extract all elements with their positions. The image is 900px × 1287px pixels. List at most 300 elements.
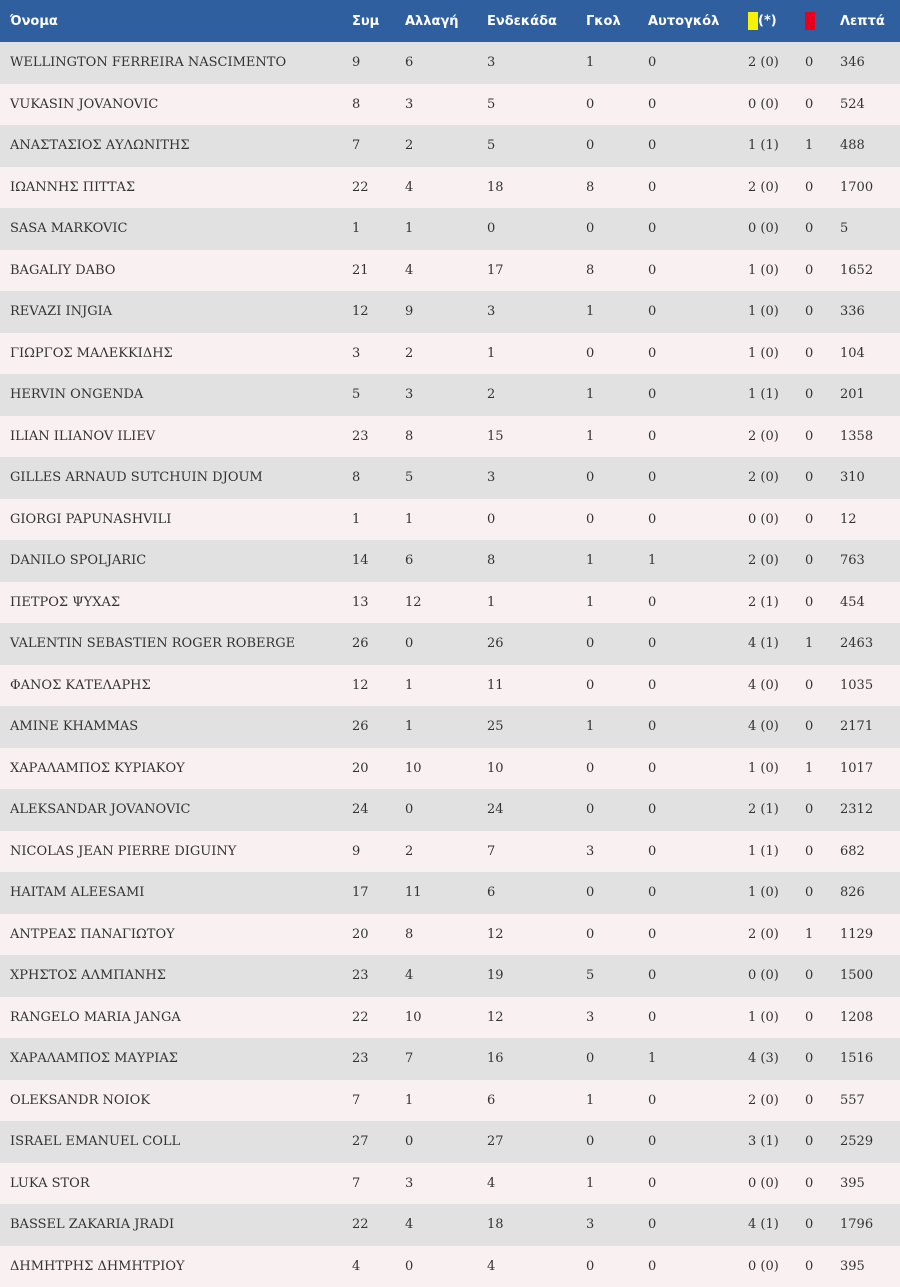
goals-cell: 0 bbox=[576, 84, 638, 126]
own-goals-cell: 0 bbox=[638, 955, 738, 997]
table-row[interactable] bbox=[0, 208, 900, 250]
goals-cell: 0 bbox=[576, 125, 638, 167]
table-row[interactable] bbox=[0, 1038, 900, 1080]
player-name-cell: AMINE KHAMMAS bbox=[0, 706, 342, 748]
substitutions-cell: 3 bbox=[395, 374, 477, 416]
starts-cell: 12 bbox=[477, 914, 576, 956]
own-goals-cell: 0 bbox=[638, 416, 738, 458]
goals-cell: 0 bbox=[576, 1246, 638, 1287]
goals-cell: 3 bbox=[576, 997, 638, 1039]
appearances-cell: 7 bbox=[342, 1080, 395, 1122]
column-header-subs[interactable]: Αλλαγή bbox=[395, 0, 477, 42]
substitutions-cell: 1 bbox=[395, 1080, 477, 1122]
yellow-cards-cell: 4 (0) bbox=[738, 665, 795, 707]
red-cards-cell: 1 bbox=[795, 914, 830, 956]
starts-cell: 3 bbox=[477, 42, 576, 84]
player-name-cell: WELLINGTON FERREIRA NASCIMENTO bbox=[0, 42, 342, 84]
appearances-cell: 1 bbox=[342, 208, 395, 250]
column-header-minutes[interactable]: Λεπτά bbox=[830, 0, 900, 42]
starts-cell: 27 bbox=[477, 1121, 576, 1163]
yellow-cards-cell: 3 (1) bbox=[738, 1121, 795, 1163]
minutes-cell: 826 bbox=[830, 872, 900, 914]
minutes-cell: 682 bbox=[830, 831, 900, 873]
own-goals-cell: 0 bbox=[638, 1121, 738, 1163]
own-goals-cell: 0 bbox=[638, 1204, 738, 1246]
starts-cell: 4 bbox=[477, 1163, 576, 1205]
table-row[interactable] bbox=[0, 1080, 900, 1122]
own-goals-cell: 0 bbox=[638, 333, 738, 375]
appearances-cell: 9 bbox=[342, 42, 395, 84]
yellow-cards-cell: 2 (1) bbox=[738, 582, 795, 624]
own-goals-cell: 0 bbox=[638, 499, 738, 541]
yellow-cards-cell: 2 (0) bbox=[738, 416, 795, 458]
substitutions-cell: 5 bbox=[395, 457, 477, 499]
yellow-cards-cell: 1 (0) bbox=[738, 333, 795, 375]
red-cards-cell: 0 bbox=[795, 374, 830, 416]
red-cards-cell: 0 bbox=[795, 540, 830, 582]
substitutions-cell: 0 bbox=[395, 789, 477, 831]
minutes-cell: 1358 bbox=[830, 416, 900, 458]
starts-cell: 26 bbox=[477, 623, 576, 665]
red-cards-cell: 0 bbox=[795, 1121, 830, 1163]
goals-cell: 1 bbox=[576, 291, 638, 333]
goals-cell: 8 bbox=[576, 167, 638, 209]
column-header-starts[interactable]: Ενδεκάδα bbox=[477, 0, 576, 42]
minutes-cell: 557 bbox=[830, 1080, 900, 1122]
player-name-cell: REVAZI INJGIA bbox=[0, 291, 342, 333]
goals-cell: 0 bbox=[576, 1038, 638, 1080]
player-name-cell: ΧΡΗΣΤΟΣ ΑΛΜΠΑΝΗΣ bbox=[0, 955, 342, 997]
yellow-cards-cell: 1 (0) bbox=[738, 250, 795, 292]
yellow-cards-cell: 2 (1) bbox=[738, 789, 795, 831]
minutes-cell: 1796 bbox=[830, 1204, 900, 1246]
player-name-cell: BAGALIY DABO bbox=[0, 250, 342, 292]
yellow-cards-cell: 0 (0) bbox=[738, 84, 795, 126]
player-name-cell: DANILO SPOLJARIC bbox=[0, 540, 342, 582]
own-goals-cell: 0 bbox=[638, 84, 738, 126]
substitutions-cell: 2 bbox=[395, 333, 477, 375]
goals-cell: 1 bbox=[576, 582, 638, 624]
yellow-cards-cell: 1 (0) bbox=[738, 748, 795, 790]
player-name-cell: ΙΩΑΝΝΗΣ ΠΙΤΤΑΣ bbox=[0, 167, 342, 209]
own-goals-cell: 0 bbox=[638, 1080, 738, 1122]
table-row[interactable] bbox=[0, 789, 900, 831]
substitutions-cell: 0 bbox=[395, 1246, 477, 1287]
appearances-cell: 23 bbox=[342, 416, 395, 458]
yellow-cards-cell: 1 (1) bbox=[738, 831, 795, 873]
red-card-icon bbox=[805, 12, 815, 30]
appearances-cell: 27 bbox=[342, 1121, 395, 1163]
substitutions-cell: 4 bbox=[395, 250, 477, 292]
starts-cell: 0 bbox=[477, 208, 576, 250]
red-cards-cell: 0 bbox=[795, 1163, 830, 1205]
appearances-cell: 20 bbox=[342, 914, 395, 956]
own-goals-cell: 0 bbox=[638, 208, 738, 250]
starts-cell: 8 bbox=[477, 540, 576, 582]
own-goals-cell: 1 bbox=[638, 1038, 738, 1080]
appearances-cell: 4 bbox=[342, 1246, 395, 1287]
starts-cell: 18 bbox=[477, 1204, 576, 1246]
red-cards-cell: 1 bbox=[795, 125, 830, 167]
minutes-cell: 1516 bbox=[830, 1038, 900, 1080]
starts-cell: 7 bbox=[477, 831, 576, 873]
goals-cell: 1 bbox=[576, 1163, 638, 1205]
player-name-cell: OLEKSANDR NOIOK bbox=[0, 1080, 342, 1122]
minutes-cell: 310 bbox=[830, 457, 900, 499]
substitutions-cell: 1 bbox=[395, 499, 477, 541]
table-row[interactable] bbox=[0, 1204, 900, 1246]
red-cards-cell: 0 bbox=[795, 997, 830, 1039]
appearances-cell: 22 bbox=[342, 997, 395, 1039]
table-row[interactable] bbox=[0, 955, 900, 997]
yellow-card-header-suffix: (*) bbox=[758, 14, 777, 29]
yellow-cards-cell: 4 (0) bbox=[738, 706, 795, 748]
appearances-cell: 26 bbox=[342, 623, 395, 665]
player-name-cell: ISRAEL EMANUEL COLL bbox=[0, 1121, 342, 1163]
own-goals-cell: 0 bbox=[638, 789, 738, 831]
goals-cell: 0 bbox=[576, 665, 638, 707]
table-row[interactable] bbox=[0, 1246, 900, 1287]
appearances-cell: 23 bbox=[342, 955, 395, 997]
table-row[interactable] bbox=[0, 1163, 900, 1205]
yellow-cards-cell: 1 (0) bbox=[738, 997, 795, 1039]
player-name-cell: ΠΕΤΡΟΣ ΨΥΧΑΣ bbox=[0, 582, 342, 624]
minutes-cell: 454 bbox=[830, 582, 900, 624]
substitutions-cell: 0 bbox=[395, 623, 477, 665]
table-row[interactable] bbox=[0, 84, 900, 126]
minutes-cell: 1017 bbox=[830, 748, 900, 790]
table-row[interactable] bbox=[0, 748, 900, 790]
minutes-cell: 488 bbox=[830, 125, 900, 167]
appearances-cell: 14 bbox=[342, 540, 395, 582]
player-name-cell: ΦΑΝΟΣ ΚΑΤΕΛΑΡΗΣ bbox=[0, 665, 342, 707]
own-goals-cell: 0 bbox=[638, 291, 738, 333]
starts-cell: 16 bbox=[477, 1038, 576, 1080]
appearances-cell: 12 bbox=[342, 291, 395, 333]
table-row[interactable] bbox=[0, 42, 900, 84]
substitutions-cell: 0 bbox=[395, 1121, 477, 1163]
table-row[interactable] bbox=[0, 416, 900, 458]
table-body bbox=[0, 42, 900, 1287]
column-header-name[interactable]: Όνομα bbox=[0, 0, 342, 42]
table-row[interactable] bbox=[0, 623, 900, 665]
player-name-cell: ΧΑΡΑΛΑΜΠΟΣ ΚΥΡΙΑΚΟΥ bbox=[0, 748, 342, 790]
table-row[interactable] bbox=[0, 167, 900, 209]
red-cards-cell: 0 bbox=[795, 333, 830, 375]
red-cards-cell: 0 bbox=[795, 499, 830, 541]
substitutions-cell: 8 bbox=[395, 416, 477, 458]
minutes-cell: 395 bbox=[830, 1163, 900, 1205]
yellow-cards-cell: 2 (0) bbox=[738, 42, 795, 84]
yellow-cards-cell: 4 (3) bbox=[738, 1038, 795, 1080]
own-goals-cell: 0 bbox=[638, 665, 738, 707]
appearances-cell: 7 bbox=[342, 125, 395, 167]
table-row[interactable] bbox=[0, 831, 900, 873]
goals-cell: 1 bbox=[576, 540, 638, 582]
starts-cell: 6 bbox=[477, 1080, 576, 1122]
starts-cell: 17 bbox=[477, 250, 576, 292]
red-cards-cell: 0 bbox=[795, 831, 830, 873]
player-name-cell: BASSEL ZAKARIA JRADI bbox=[0, 1204, 342, 1246]
player-name-cell: ΧΑΡΑΛΑΜΠΟΣ ΜΑΥΡΙΑΣ bbox=[0, 1038, 342, 1080]
goals-cell: 3 bbox=[576, 831, 638, 873]
player-name-cell: HERVIN ONGENDA bbox=[0, 374, 342, 416]
red-cards-cell: 0 bbox=[795, 167, 830, 209]
column-header-yellow-cards[interactable] bbox=[738, 0, 795, 42]
starts-cell: 15 bbox=[477, 416, 576, 458]
column-header-goals[interactable]: Γκολ bbox=[576, 0, 638, 42]
table-header bbox=[0, 0, 900, 42]
table-row[interactable] bbox=[0, 457, 900, 499]
goals-cell: 5 bbox=[576, 955, 638, 997]
goals-cell: 0 bbox=[576, 499, 638, 541]
player-name-cell: ΔΗΜΗΤΡΗΣ ΔΗΜΗΤΡΙΟΥ bbox=[0, 1246, 342, 1287]
header-row bbox=[0, 0, 900, 42]
goals-cell: 1 bbox=[576, 42, 638, 84]
red-cards-cell: 0 bbox=[795, 1246, 830, 1287]
starts-cell: 0 bbox=[477, 499, 576, 541]
minutes-cell: 524 bbox=[830, 84, 900, 126]
red-cards-cell: 0 bbox=[795, 250, 830, 292]
minutes-cell: 1208 bbox=[830, 997, 900, 1039]
goals-cell: 0 bbox=[576, 623, 638, 665]
own-goals-cell: 0 bbox=[638, 42, 738, 84]
own-goals-cell: 0 bbox=[638, 831, 738, 873]
table-row[interactable] bbox=[0, 872, 900, 914]
table-row[interactable] bbox=[0, 499, 900, 541]
goals-cell: 1 bbox=[576, 1080, 638, 1122]
own-goals-cell: 0 bbox=[638, 457, 738, 499]
table-row[interactable] bbox=[0, 582, 900, 624]
goals-cell: 1 bbox=[576, 416, 638, 458]
goals-cell: 0 bbox=[576, 872, 638, 914]
table-row[interactable] bbox=[0, 706, 900, 748]
red-cards-cell: 0 bbox=[795, 1080, 830, 1122]
appearances-cell: 20 bbox=[342, 748, 395, 790]
player-name-cell: VUKASIN JOVANOVIC bbox=[0, 84, 342, 126]
goals-cell: 0 bbox=[576, 457, 638, 499]
own-goals-cell: 0 bbox=[638, 914, 738, 956]
appearances-cell: 7 bbox=[342, 1163, 395, 1205]
own-goals-cell: 0 bbox=[638, 250, 738, 292]
minutes-cell: 104 bbox=[830, 333, 900, 375]
goals-cell: 0 bbox=[576, 208, 638, 250]
goals-cell: 0 bbox=[576, 914, 638, 956]
yellow-cards-cell: 0 (0) bbox=[738, 955, 795, 997]
red-cards-cell: 1 bbox=[795, 623, 830, 665]
yellow-cards-cell: 2 (0) bbox=[738, 457, 795, 499]
substitutions-cell: 7 bbox=[395, 1038, 477, 1080]
player-name-cell: LUKA STOR bbox=[0, 1163, 342, 1205]
minutes-cell: 201 bbox=[830, 374, 900, 416]
appearances-cell: 9 bbox=[342, 831, 395, 873]
own-goals-cell: 0 bbox=[638, 997, 738, 1039]
goals-cell: 0 bbox=[576, 748, 638, 790]
column-header-apps[interactable]: Συμ bbox=[342, 0, 395, 42]
appearances-cell: 3 bbox=[342, 333, 395, 375]
starts-cell: 3 bbox=[477, 291, 576, 333]
red-cards-cell: 0 bbox=[795, 789, 830, 831]
minutes-cell: 2463 bbox=[830, 623, 900, 665]
minutes-cell: 5 bbox=[830, 208, 900, 250]
yellow-cards-cell: 0 (0) bbox=[738, 1163, 795, 1205]
goals-cell: 3 bbox=[576, 1204, 638, 1246]
own-goals-cell: 0 bbox=[638, 1163, 738, 1205]
substitutions-cell: 1 bbox=[395, 208, 477, 250]
yellow-cards-cell: 0 (0) bbox=[738, 1246, 795, 1287]
starts-cell: 10 bbox=[477, 748, 576, 790]
red-cards-cell: 0 bbox=[795, 582, 830, 624]
yellow-cards-cell: 2 (0) bbox=[738, 540, 795, 582]
substitutions-cell: 10 bbox=[395, 997, 477, 1039]
appearances-cell: 1 bbox=[342, 499, 395, 541]
table-row[interactable] bbox=[0, 291, 900, 333]
column-header-red-cards[interactable] bbox=[795, 0, 830, 42]
player-name-cell: NICOLAS JEAN PIERRE DIGUINY bbox=[0, 831, 342, 873]
table-row[interactable] bbox=[0, 250, 900, 292]
yellow-cards-cell: 2 (0) bbox=[738, 914, 795, 956]
goals-cell: 8 bbox=[576, 250, 638, 292]
table-row[interactable] bbox=[0, 665, 900, 707]
starts-cell: 1 bbox=[477, 582, 576, 624]
table-row[interactable] bbox=[0, 374, 900, 416]
minutes-cell: 1500 bbox=[830, 955, 900, 997]
yellow-card-icon bbox=[748, 12, 758, 30]
red-cards-cell: 0 bbox=[795, 457, 830, 499]
player-name-cell: GILLES ARNAUD SUTCHUIN DJOUM bbox=[0, 457, 342, 499]
player-name-cell: RANGELO MARIA JANGA bbox=[0, 997, 342, 1039]
red-cards-cell: 0 bbox=[795, 42, 830, 84]
minutes-cell: 1129 bbox=[830, 914, 900, 956]
table-row[interactable] bbox=[0, 125, 900, 167]
own-goals-cell: 0 bbox=[638, 706, 738, 748]
appearances-cell: 24 bbox=[342, 789, 395, 831]
yellow-cards-cell: 1 (0) bbox=[738, 291, 795, 333]
substitutions-cell: 3 bbox=[395, 84, 477, 126]
minutes-cell: 1700 bbox=[830, 167, 900, 209]
substitutions-cell: 2 bbox=[395, 831, 477, 873]
red-cards-cell: 0 bbox=[795, 872, 830, 914]
own-goals-cell: 0 bbox=[638, 748, 738, 790]
table-row[interactable] bbox=[0, 540, 900, 582]
appearances-cell: 26 bbox=[342, 706, 395, 748]
appearances-cell: 12 bbox=[342, 665, 395, 707]
minutes-cell: 395 bbox=[830, 1246, 900, 1287]
starts-cell: 6 bbox=[477, 872, 576, 914]
yellow-cards-cell: 2 (0) bbox=[738, 1080, 795, 1122]
red-cards-cell: 1 bbox=[795, 748, 830, 790]
substitutions-cell: 3 bbox=[395, 1163, 477, 1205]
starts-cell: 5 bbox=[477, 125, 576, 167]
minutes-cell: 12 bbox=[830, 499, 900, 541]
appearances-cell: 21 bbox=[342, 250, 395, 292]
goals-cell: 0 bbox=[576, 1121, 638, 1163]
minutes-cell: 336 bbox=[830, 291, 900, 333]
red-cards-cell: 0 bbox=[795, 416, 830, 458]
appearances-cell: 5 bbox=[342, 374, 395, 416]
yellow-cards-cell: 1 (1) bbox=[738, 125, 795, 167]
yellow-cards-cell: 2 (0) bbox=[738, 167, 795, 209]
own-goals-cell: 0 bbox=[638, 582, 738, 624]
substitutions-cell: 9 bbox=[395, 291, 477, 333]
appearances-cell: 8 bbox=[342, 457, 395, 499]
player-name-cell: VALENTIN SEBASTIEN ROGER ROBERGE bbox=[0, 623, 342, 665]
player-name-cell: ΑΝΑΣΤΑΣΙΟΣ ΑΥΛΩΝΙΤΗΣ bbox=[0, 125, 342, 167]
red-cards-cell: 0 bbox=[795, 1038, 830, 1080]
appearances-cell: 23 bbox=[342, 1038, 395, 1080]
own-goals-cell: 0 bbox=[638, 125, 738, 167]
player-name-cell: SASA MARKOVIC bbox=[0, 208, 342, 250]
column-header-own-goals[interactable]: Αυτογκόλ bbox=[638, 0, 738, 42]
substitutions-cell: 11 bbox=[395, 872, 477, 914]
starts-cell: 19 bbox=[477, 955, 576, 997]
starts-cell: 25 bbox=[477, 706, 576, 748]
yellow-cards-cell: 0 (0) bbox=[738, 208, 795, 250]
goals-cell: 1 bbox=[576, 374, 638, 416]
starts-cell: 4 bbox=[477, 1246, 576, 1287]
starts-cell: 3 bbox=[477, 457, 576, 499]
minutes-cell: 1035 bbox=[830, 665, 900, 707]
substitutions-cell: 1 bbox=[395, 706, 477, 748]
starts-cell: 5 bbox=[477, 84, 576, 126]
starts-cell: 1 bbox=[477, 333, 576, 375]
starts-cell: 18 bbox=[477, 167, 576, 209]
substitutions-cell: 8 bbox=[395, 914, 477, 956]
appearances-cell: 17 bbox=[342, 872, 395, 914]
substitutions-cell: 10 bbox=[395, 748, 477, 790]
yellow-cards-cell: 1 (0) bbox=[738, 872, 795, 914]
player-name-cell: HAITAM ALEESAMI bbox=[0, 872, 342, 914]
appearances-cell: 22 bbox=[342, 1204, 395, 1246]
substitutions-cell: 1 bbox=[395, 665, 477, 707]
minutes-cell: 1652 bbox=[830, 250, 900, 292]
starts-cell: 12 bbox=[477, 997, 576, 1039]
table-row[interactable] bbox=[0, 914, 900, 956]
own-goals-cell: 0 bbox=[638, 167, 738, 209]
player-name-cell: ALEKSANDAR JOVANOVIC bbox=[0, 789, 342, 831]
own-goals-cell: 0 bbox=[638, 374, 738, 416]
substitutions-cell: 6 bbox=[395, 42, 477, 84]
appearances-cell: 8 bbox=[342, 84, 395, 126]
player-name-cell: ILIAN ILIANOV ILIEV bbox=[0, 416, 342, 458]
minutes-cell: 2312 bbox=[830, 789, 900, 831]
substitutions-cell: 6 bbox=[395, 540, 477, 582]
goals-cell: 1 bbox=[576, 706, 638, 748]
substitutions-cell: 12 bbox=[395, 582, 477, 624]
player-name-cell: GIORGI PAPUNASHVILI bbox=[0, 499, 342, 541]
minutes-cell: 2529 bbox=[830, 1121, 900, 1163]
appearances-cell: 13 bbox=[342, 582, 395, 624]
substitutions-cell: 4 bbox=[395, 1204, 477, 1246]
own-goals-cell: 0 bbox=[638, 872, 738, 914]
table-row[interactable] bbox=[0, 1121, 900, 1163]
own-goals-cell: 0 bbox=[638, 1246, 738, 1287]
red-cards-cell: 0 bbox=[795, 84, 830, 126]
starts-cell: 2 bbox=[477, 374, 576, 416]
starts-cell: 11 bbox=[477, 665, 576, 707]
red-cards-cell: 0 bbox=[795, 291, 830, 333]
own-goals-cell: 1 bbox=[638, 540, 738, 582]
starts-cell: 24 bbox=[477, 789, 576, 831]
yellow-cards-cell: 4 (1) bbox=[738, 623, 795, 665]
table-row[interactable] bbox=[0, 333, 900, 375]
goals-cell: 0 bbox=[576, 333, 638, 375]
substitutions-cell: 4 bbox=[395, 167, 477, 209]
table-row[interactable] bbox=[0, 997, 900, 1039]
red-cards-cell: 0 bbox=[795, 1204, 830, 1246]
yellow-cards-cell: 1 (1) bbox=[738, 374, 795, 416]
player-name-cell: ΑΝΤΡΕΑΣ ΠΑΝΑΓΙΩΤΟΥ bbox=[0, 914, 342, 956]
